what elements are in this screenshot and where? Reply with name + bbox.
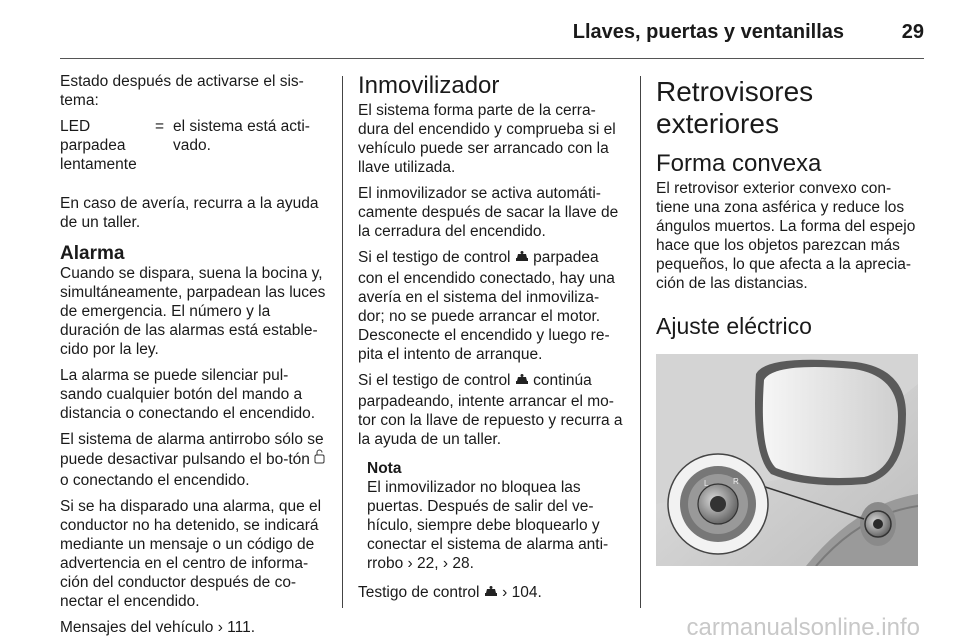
header-title: Llaves, puertas y ventanillas [572,21,844,43]
reference-arrow-icon: › [407,555,413,572]
convex-heading: Forma convexa [656,150,822,177]
fault-text: En caso de avería, recurra a la ayuda de un taller. [60,195,319,231]
alarm-p3-text-b: o conectando el encendido. [60,472,250,489]
immobilizer-p4 [358,371,624,449]
control-light-page: 104. [511,584,542,601]
header-rule [60,58,924,59]
immobilizer-p4-b: continúa parpadeando, intente arrancar el mo-tor con la llave de repuesto y recurra a la ayuda de un taller. [358,372,623,448]
unlock-button-icon [314,449,325,471]
column-right [656,72,922,566]
mirror-adjust-figure [656,354,922,566]
reference-arrow-icon: › [217,619,223,636]
reference-arrow-icon: › [502,584,508,601]
note-ref-2: 28. [452,555,474,572]
immobilizer-heading: Inmovilizador [358,72,500,99]
immobilizer-p2: El inmovilizador se activa automáti-camente después de sacar la llave de la cerradura del encendido. [358,185,619,240]
page-header [60,0,924,58]
vehicle-messages-ref [60,618,326,637]
immobilizer-car-icon [484,585,498,604]
note-ref-1: 22, [416,555,439,572]
note-text: El inmovilizador no bloquea las puertas. Después de salir del ve-hículo, siempre debe bloquearlo y conectar el sistema de alarma anti-rrobo [367,479,609,572]
control-light-ref [358,583,624,604]
mirrors-title: Retrovisores exteriores [656,76,814,139]
note-box [367,459,624,573]
state-equals: = [155,118,165,135]
alarm-p3-text-a: El sistema de alarma antirrobo sólo se puede desactivar pulsando el bo-tón [60,431,324,468]
alarm-heading: Alarma [60,243,125,264]
immobilizer-p3 [358,248,624,364]
immobilizer-car-icon [515,250,529,269]
alarm-paragraph-4: Si se ha disparado una alarma, que el conductor no ha detenido, se indicará mediante un mensaje o un código de advertencia en el centro de informa-ción del conductor después de co-nectar el encendido. [60,498,322,610]
switch-label-right: R [733,477,739,486]
note-heading: Nota [367,460,402,477]
electric-heading: Ajuste eléctrico [656,313,812,339]
column-middle [358,72,624,611]
alarm-paragraph-2: La alarma se puede silenciar pul-sando cualquier botón del mando a distancia o conectando el encendido. [60,367,316,422]
alarm-paragraph-1: Cuando se dispara, suena la bocina y, simultáneamente, parpadean las luces de emergencia. El número y la duración de las alarmas está estable-cido por la ley. [60,265,326,358]
column-divider-2 [640,76,641,608]
alarm-paragraph-3 [60,430,326,490]
vehicle-messages-text: Mensajes del vehículo [60,619,214,636]
state-led: LED parpadea lentamente [60,118,137,173]
reference-arrow-icon: › [442,555,449,572]
column-divider-1 [342,76,343,608]
watermark: carmanualsonline.info [686,614,920,641]
column-left [60,72,326,644]
immobilizer-p1: El sistema forma parte de la cerra-dura del encendido y comprueba si el vehículo puede ser arrancado con la llave utilizada. [358,102,616,176]
state-table [60,117,326,174]
immobilizer-p3-a: Si el testigo de control [358,249,511,266]
switch-label-left: L [704,479,709,488]
vehicle-messages-page: 111. [227,619,256,636]
immobilizer-p4-a: Si el testigo de control [358,372,511,389]
immobilizer-car-icon [515,373,529,392]
convex-text: El retrovisor exterior convexo con-tiene una zona asférica y reduce los ángulos muertos. La forma del espejo hace que los objetos parezcan más pequeños, lo que afecta a la aprecia-ción de las distancias. [656,180,916,292]
immobilizer-p3-b: parpadea con el encendido conectado, hay una avería en el sistema del inmoviliza-dor; no se puede arrancar el motor. Desconecte el encendido y luego re-pita el intento de arranque. [358,249,615,363]
state-intro: Estado después de activarse el sis-tema: [60,73,304,109]
state-meaning: el sistema está acti-vado. [173,118,310,154]
page-number: 29 [901,21,924,43]
control-light-text: Testigo de control [358,584,480,601]
